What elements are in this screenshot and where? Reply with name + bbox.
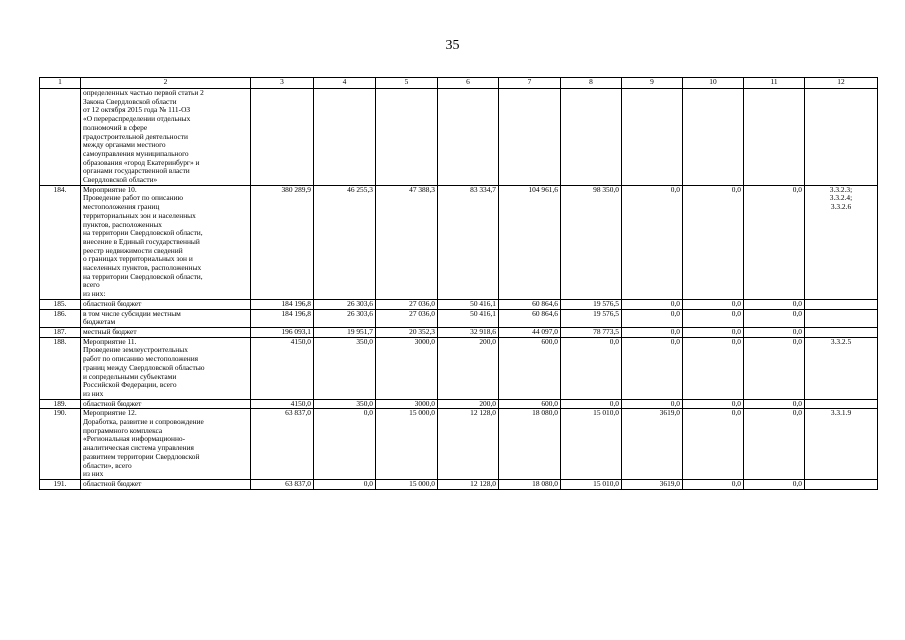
year-value: 200,0 [438,337,499,399]
year-value [438,89,499,186]
year-value: 60 864,6 [499,309,561,327]
year-value: 20 352,3 [376,327,438,337]
year-value: 0,0 [683,185,744,299]
target-indicator-codes [805,399,878,409]
total-value: 380 289,9 [251,185,314,299]
target-indicator-codes: 3.3.2.3; 3.3.2.4; 3.3.2.6 [805,185,878,299]
year-value [376,89,438,186]
year-value: 0,0 [744,337,805,399]
target-indicator-codes: 3.3.1.9 [805,409,878,480]
row-description: Мероприятие 10. Проведение работ по описанию местоположения границ территориальных зон и населенных пунктов, расположенных на территории Свердловской области, внесение в Единый государственный реестр недвижимости сведений о границах территориальных зон и населенных пунктов, расположенных на территории Свердловской области, всего из них: [81,185,251,299]
year-value: 0,0 [744,309,805,327]
column-header: 12 [805,78,878,89]
table-row [40,337,878,399]
table-row [40,327,878,337]
total-value: 63 837,0 [251,409,314,480]
year-value: 0,0 [622,327,683,337]
total-value: 184 196,8 [251,309,314,327]
row-description: Мероприятие 11. Проведение землеустроительных работ по описанию местоположения границ между Свердловской областью и сопредельными субъектами Российской Федерации, всего из них [81,337,251,399]
year-value: 0,0 [622,185,683,299]
year-value: 12 128,0 [438,479,499,489]
table-row [40,309,878,327]
column-header: 8 [561,78,622,89]
year-value: 0,0 [744,327,805,337]
year-value: 0,0 [683,337,744,399]
year-value: 0,0 [744,399,805,409]
year-value: 98 350,0 [561,185,622,299]
target-indicator-codes [805,299,878,309]
table-row [40,185,878,299]
year-value: 0,0 [683,399,744,409]
year-value: 0,0 [683,409,744,480]
year-value: 19 576,5 [561,309,622,327]
year-value: 15 010,0 [561,479,622,489]
year-value: 46 255,3 [314,185,376,299]
target-indicator-codes: 3.3.2.5 [805,337,878,399]
year-value: 0,0 [744,185,805,299]
row-description: местный бюджет [81,327,251,337]
year-value: 0,0 [683,479,744,489]
year-value: 19 576,5 [561,299,622,309]
row-number [40,89,81,186]
year-value: 600,0 [499,337,561,399]
target-indicator-codes [805,309,878,327]
year-value: 83 334,7 [438,185,499,299]
page-number: 35 [445,38,460,53]
year-value: 19 951,7 [314,327,376,337]
table-row [40,399,878,409]
year-value: 18 080,0 [499,409,561,480]
year-value: 0,0 [622,299,683,309]
year-value: 350,0 [314,337,376,399]
year-value: 0,0 [314,409,376,480]
row-number: 191. [40,479,81,489]
year-value: 104 961,6 [499,185,561,299]
row-description: областной бюджет [81,399,251,409]
row-number: 189. [40,399,81,409]
row-number: 188. [40,337,81,399]
year-value: 47 388,3 [376,185,438,299]
year-value: 3619,0 [622,409,683,480]
year-value: 0,0 [561,399,622,409]
year-value: 0,0 [683,309,744,327]
column-header: 11 [744,78,805,89]
year-value: 78 773,5 [561,327,622,337]
table-row [40,299,878,309]
column-header: 5 [376,78,438,89]
total-value: 63 837,0 [251,479,314,489]
year-value: 32 918,6 [438,327,499,337]
total-value: 196 093,1 [251,327,314,337]
table-row [40,479,878,489]
year-value: 0,0 [561,337,622,399]
column-header: 7 [499,78,561,89]
target-indicator-codes [805,327,878,337]
year-value: 12 128,0 [438,409,499,480]
year-value: 44 097,0 [499,327,561,337]
total-value [251,89,314,186]
year-value: 0,0 [744,479,805,489]
row-description: в том числе субсидии местным бюджетам [81,309,251,327]
column-header: 9 [622,78,683,89]
year-value: 26 303,6 [314,299,376,309]
year-value: 3619,0 [622,479,683,489]
row-number: 190. [40,409,81,480]
column-header: 3 [251,78,314,89]
column-header: 10 [683,78,744,89]
year-value: 0,0 [314,479,376,489]
year-value: 600,0 [499,399,561,409]
column-header: 2 [81,78,251,89]
table-row [40,89,878,186]
year-value: 50 416,1 [438,299,499,309]
year-value: 27 036,0 [376,309,438,327]
year-value: 50 416,1 [438,309,499,327]
row-description: областной бюджет [81,299,251,309]
year-value: 3000,0 [376,399,438,409]
row-number: 185. [40,299,81,309]
year-value [314,89,376,186]
total-value: 4150,0 [251,337,314,399]
year-value: 350,0 [314,399,376,409]
year-value: 15 010,0 [561,409,622,480]
target-indicator-codes [805,479,878,489]
year-value: 0,0 [622,399,683,409]
year-value [561,89,622,186]
row-description: определенных частью первой статьи 2 Закона Свердловской области от 12 октября 2015 года № 111-ОЗ «О перераспределении отдельных полномочий в сфере градостроительной деятельности между органами местного самоуправления муниципального образования «город Екатеринбург» и органами государственной власти Свердловской области» [81,89,251,186]
table-header-row [40,78,878,89]
row-description: областной бюджет [81,479,251,489]
table-row [40,409,878,480]
year-value: 15 000,0 [376,409,438,480]
year-value: 27 036,0 [376,299,438,309]
year-value [622,89,683,186]
year-value [499,89,561,186]
year-value: 200,0 [438,399,499,409]
column-header: 1 [40,78,81,89]
column-header: 6 [438,78,499,89]
year-value: 15 000,0 [376,479,438,489]
year-value: 18 080,0 [499,479,561,489]
year-value: 0,0 [683,327,744,337]
year-value [683,89,744,186]
year-value: 3000,0 [376,337,438,399]
year-value: 0,0 [744,409,805,480]
target-indicator-codes [805,89,878,186]
total-value: 184 196,8 [251,299,314,309]
year-value: 0,0 [683,299,744,309]
row-number: 187. [40,327,81,337]
year-value: 0,0 [744,299,805,309]
row-number: 184. [40,185,81,299]
year-value: 60 864,6 [499,299,561,309]
row-description: Мероприятие 12. Доработка, развитие и сопровождение программного комплекса «Региональная информационно- аналитическая система управления развитием территории Свердловской области», всего из них [81,409,251,480]
year-value: 0,0 [622,337,683,399]
year-value: 0,0 [622,309,683,327]
year-value [744,89,805,186]
column-header: 4 [314,78,376,89]
year-value: 26 303,6 [314,309,376,327]
budget-table [39,77,878,490]
row-number: 186. [40,309,81,327]
total-value: 4150,0 [251,399,314,409]
